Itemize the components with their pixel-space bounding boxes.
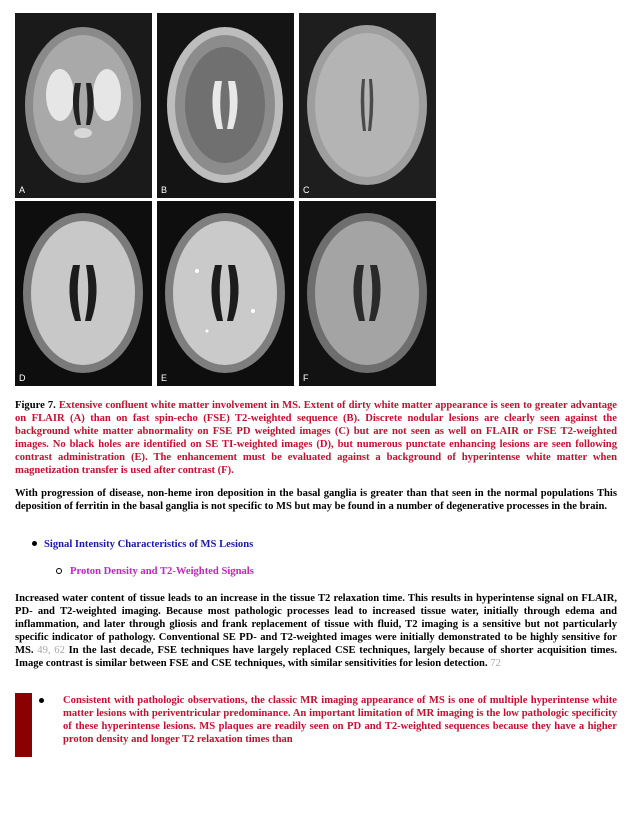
caption-label: Figure 7. — [15, 400, 56, 411]
highlighted-bullet-item — [49, 694, 617, 746]
mri-panel-e — [157, 201, 294, 386]
panel-label: A — [19, 185, 26, 195]
mri-panel-a — [15, 13, 152, 198]
panel-label: F — [303, 373, 309, 383]
mri-figure-grid — [15, 13, 615, 385]
brain-scan-image — [157, 13, 294, 198]
subsection-bullet — [56, 566, 254, 577]
brain-scan-image — [299, 13, 436, 198]
highlight-sidebar-bar — [15, 693, 32, 757]
bullet-circle-icon — [56, 568, 62, 574]
brain-scan-image — [15, 13, 152, 198]
panel-label: E — [161, 373, 168, 383]
bullet-dot-icon — [39, 698, 44, 703]
reference-link[interactable]: 49, 62 — [37, 645, 65, 657]
brain-scan-image — [15, 201, 152, 386]
panel-label: B — [161, 185, 168, 195]
brain-scan-image — [299, 201, 436, 386]
paragraph-text: Increased water content of tissue leads to an increase in the tissue T2 relaxation time. This results in hyperintense signal on FLAIR, PD- and T2-weighted imaging. Because most pathologic processes lead to increased tissue water, initially through edema and inflammation, and later through gliosis and frank replacement of tissue with fluid, T2 imaging is a sensitive but not particularly specific indicator of pathology. Conventional SE PD- and T2-weighted images were initially demonstrated to be highly sensitive for MS. — [15, 593, 617, 657]
highlighted-bullet-text: Consistent with pathologic observations, the classic MR imaging appearance of MS is one of multiple hyperintense white matter lesions with periventricular predominance. An important limitation of MR imaging is the low pathologic specificity of these hyperintense lesions. MS plaques are readily seen on PD and T2-weighted sequences because they have a higher proton density and longer T2 relaxation times than — [63, 695, 617, 746]
section-bullet — [32, 539, 253, 550]
panel-label: D — [19, 373, 26, 383]
caption-text: Extensive confluent white matter involvement in MS. Extent of dirty white matter appearance is seen to greater advantage on FLAIR (A) than on fast spin-echo (FSE) T2-weighted sequence (B). Discrete nodular lesions are clearly seen against the background white matter abnormality on FSE PD weighted images (C) but are not seen as well on FLAIR or FSE T2-weighted images. No black holes are identified on SE TI-weighted images (D), but numerous punctate enhancing lesions are seen following contrast administration (E). The enhancement must be evaluated against a background of hyperintense white matter when magnetization transfer is used after contrast (F). — [15, 400, 617, 477]
mri-panel-f — [299, 201, 436, 386]
panel-label: C — [303, 185, 310, 195]
brain-scan-image — [157, 201, 294, 386]
reference-link[interactable]: 72 — [490, 658, 501, 670]
mri-panel-b — [157, 13, 294, 198]
mri-panel-c — [299, 13, 436, 198]
paragraph-text: In the last decade, FSE techniques have largely replaced CSE techniques, largely because of shorter acquisition times. Image contrast is similar between FSE and CSE techniques, with similar sensitivities for lesion detection. — [15, 645, 617, 670]
bullet-dot-icon — [32, 541, 37, 546]
mri-panel-d — [15, 201, 152, 386]
figure-caption — [15, 399, 617, 478]
section-heading-link[interactable]: Signal Intensity Characteristics of MS Lesions — [44, 539, 254, 550]
paragraph-t2-relaxation — [15, 592, 617, 671]
paragraph-iron-deposition: With progression of disease, non-heme iron deposition in the basal ganglia is greater than that seen in the normal populations This deposition of ferritin in the basal ganglia is not specific to MS but may be found in a number of degenerative processes in the brain. — [15, 488, 617, 513]
subsection-heading-link[interactable]: Proton Density and T2-Weighted Signals — [70, 566, 254, 577]
